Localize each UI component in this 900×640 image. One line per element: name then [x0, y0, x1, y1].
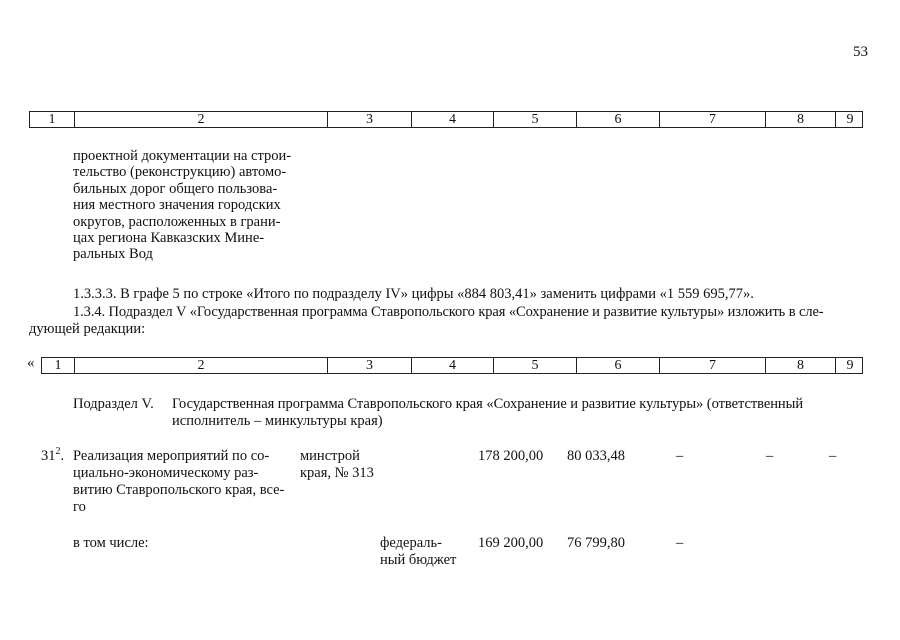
subsection-label: Подраздел V.	[73, 396, 154, 412]
row-number-main: 31	[41, 448, 56, 464]
col6-value: 80 033,48	[567, 448, 625, 464]
column-number: 6	[577, 112, 660, 127]
column-number: 5	[494, 112, 577, 127]
text-line: округов, расположенных в грани-	[73, 213, 281, 230]
text-line: минстрой	[300, 448, 360, 464]
column-number: 2	[75, 358, 328, 373]
text-line: края, № 313	[300, 465, 374, 481]
text-line: Реализация мероприятий по со-	[73, 448, 270, 464]
column-number-header	[29, 111, 863, 128]
text-line: витию Ставропольского края, все-	[73, 482, 285, 498]
column-number: 9	[846, 358, 854, 373]
subsection-title-continuation: исполнитель – минкультуры края)	[172, 413, 383, 429]
column-number: 8	[766, 112, 836, 127]
col7-value: –	[676, 448, 684, 464]
text-line: тельство (реконструкцию) автомо-	[73, 164, 287, 181]
text-line: ния местного значения городских	[73, 197, 281, 214]
paragraph-1-3-3-3: 1.3.3.3. В графе 5 по строке «Итого по подразделу IV» цифры «884 803,41» заменить цифрами «1 559 695,77».	[73, 286, 754, 302]
column-number: 7	[660, 112, 766, 127]
text-line: циально-экономическому раз-	[73, 465, 259, 481]
column-number: 8	[766, 358, 836, 373]
col7-value: –	[676, 535, 684, 551]
column-number: 6	[577, 358, 660, 373]
column-number-header	[41, 357, 863, 374]
subsection-title: Государственная программа Ставропольского края «Сохранение и развитие культуры» (ответственный	[172, 396, 804, 412]
column-number: 3	[328, 358, 412, 373]
text-line: цах региона Кавказских Мине-	[73, 230, 265, 247]
row-number-dot: .	[60, 448, 65, 464]
column-number: 2	[75, 112, 328, 127]
column-number: 9	[846, 112, 854, 127]
column-number: 5	[494, 358, 577, 373]
text-line: ральных Вод	[73, 246, 153, 263]
column-number: 1	[30, 112, 75, 127]
page-number: 53	[853, 44, 868, 60]
text-line: го	[73, 499, 86, 515]
text-line: бильных дорог общего пользова-	[73, 180, 278, 197]
column-number: 7	[660, 358, 766, 373]
row-name-cell	[73, 448, 289, 516]
col9-value: –	[829, 448, 837, 464]
col5-value: 169 200,00	[478, 535, 544, 551]
text-line: ный бюджет	[380, 552, 457, 568]
col6-value: 76 799,80	[567, 535, 625, 551]
row-number	[41, 448, 64, 465]
opening-quote: «	[27, 355, 35, 371]
column-number: 3	[328, 112, 412, 127]
executor-cell	[300, 448, 374, 482]
paragraph-1-3-4: 1.3.4. Подраздел V «Государственная программа Ставропольского края «Сохранение и развитие культуры» изложить в сле-	[73, 304, 824, 320]
text-line: проектной документации на строи-	[73, 148, 292, 164]
funding-source-cell	[380, 535, 456, 569]
continuation-cell	[73, 148, 297, 263]
column-number: 1	[42, 358, 75, 373]
col8-value: –	[766, 448, 774, 464]
row-number-superscript: 2	[55, 446, 61, 458]
col5-value: 178 200,00	[478, 448, 544, 464]
paragraph-1-3-4-continuation: дующей редакции:	[29, 321, 146, 337]
column-number: 4	[412, 358, 494, 373]
column-number: 4	[412, 112, 494, 127]
text-line: федераль-	[380, 535, 442, 551]
including-label: в том числе:	[73, 535, 149, 551]
